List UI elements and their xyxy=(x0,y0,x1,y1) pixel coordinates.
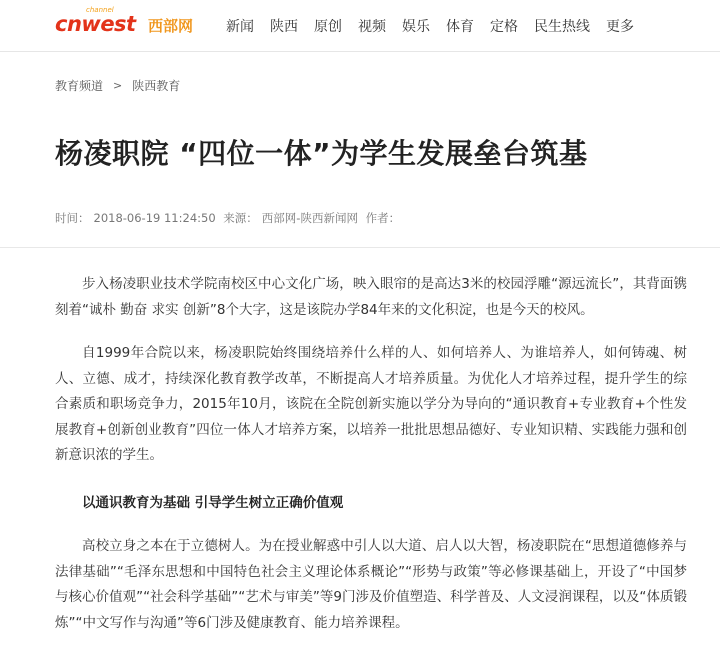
publish-time: 2018-06-19 11:24:50 xyxy=(93,211,216,225)
logo-chinese-text: 西部网 xyxy=(148,17,194,35)
logo-english-text: cnwest xyxy=(55,12,136,36)
article-title: 杨凌职院 “四位一体”为学生发展垒台筑基 xyxy=(55,137,588,170)
logo-tagline: channel xyxy=(86,6,114,14)
nav-item-video[interactable]: 视频 xyxy=(358,19,386,35)
breadcrumb-shaanxi-education[interactable]: 陕西教育 xyxy=(132,79,181,93)
article-paragraph-3: 高校立身之本在于立德树人。为在授业解惑中引人以大道、启人以大智，杨凌职院在“思想道德修养与法律基础”“毛泽东思想和中国特色社会主义理论体系概论”“形势与政策”等必修课基础上，开设了“中国梦与核心价值观”“社会科学基础”“艺术与审美”等9门涉及价值塑造、科学普及、人文浸润课程，以及“体质锻炼”“中文写作与沟通”等6门涉及健康教育、能力培养课程。 xyxy=(55,538,687,631)
article-paragraph-2: 自1999年合院以来，杨凌职院始终围绕培养什么样的人、如何培养人、为谁培养人，如何铸魂、树人、立德、成才，持续深化教育教学改革，不断提高人才培养质量。为优化人才培养过程，提升学生的综合素质和职场竞争力，2015年10月，该院在全院创新实施以学分为导向的“通识教育+专业教育+个性发展教育+创新创业教育”四位一体人才培养方案，以培养一批批思想品德好、专业知识精、实践能力强和创新意识浓的学生。 xyxy=(55,345,687,463)
header-divider xyxy=(0,247,720,248)
nav-item-sports[interactable]: 体育 xyxy=(446,19,474,35)
nav-item-news[interactable]: 新闻 xyxy=(226,19,254,35)
time-label: 时间： xyxy=(55,211,90,225)
nav-item-hotline[interactable]: 民生热线 xyxy=(534,19,590,35)
source-label: 来源： xyxy=(223,211,258,225)
article-meta xyxy=(55,210,404,226)
main-nav xyxy=(226,0,634,52)
cnwest-logo[interactable] xyxy=(55,4,210,44)
breadcrumb-education-channel[interactable]: 教育频道 xyxy=(55,79,104,93)
nav-item-shaanxi[interactable]: 陕西 xyxy=(270,19,298,35)
nav-item-more[interactable]: 更多 xyxy=(606,19,634,35)
breadcrumb xyxy=(55,77,180,94)
nav-item-photo[interactable]: 定格 xyxy=(490,19,518,35)
nav-item-entertainment[interactable]: 娱乐 xyxy=(402,19,430,35)
article-body xyxy=(55,272,687,636)
article-paragraph-1: 步入杨凌职业技术学院南校区中心文化广场，映入眼帘的是高达3米的校园浮雕“源远流长”，其背面镌刻着“诚朴 勤奋 求实 创新”8个大字，这是该院办学84年来的文化积淀，也是今天的校风。 xyxy=(55,276,687,318)
article-subheading: 以通识教育为基础 引导学生树立正确价值观 xyxy=(82,494,344,511)
author-label: 作者： xyxy=(365,211,401,225)
top-navigation-bar xyxy=(0,0,720,52)
article-source: 西部网-陕西新闻网 xyxy=(261,211,358,225)
breadcrumb-separator: > xyxy=(113,79,123,92)
nav-item-original[interactable]: 原创 xyxy=(314,19,342,35)
